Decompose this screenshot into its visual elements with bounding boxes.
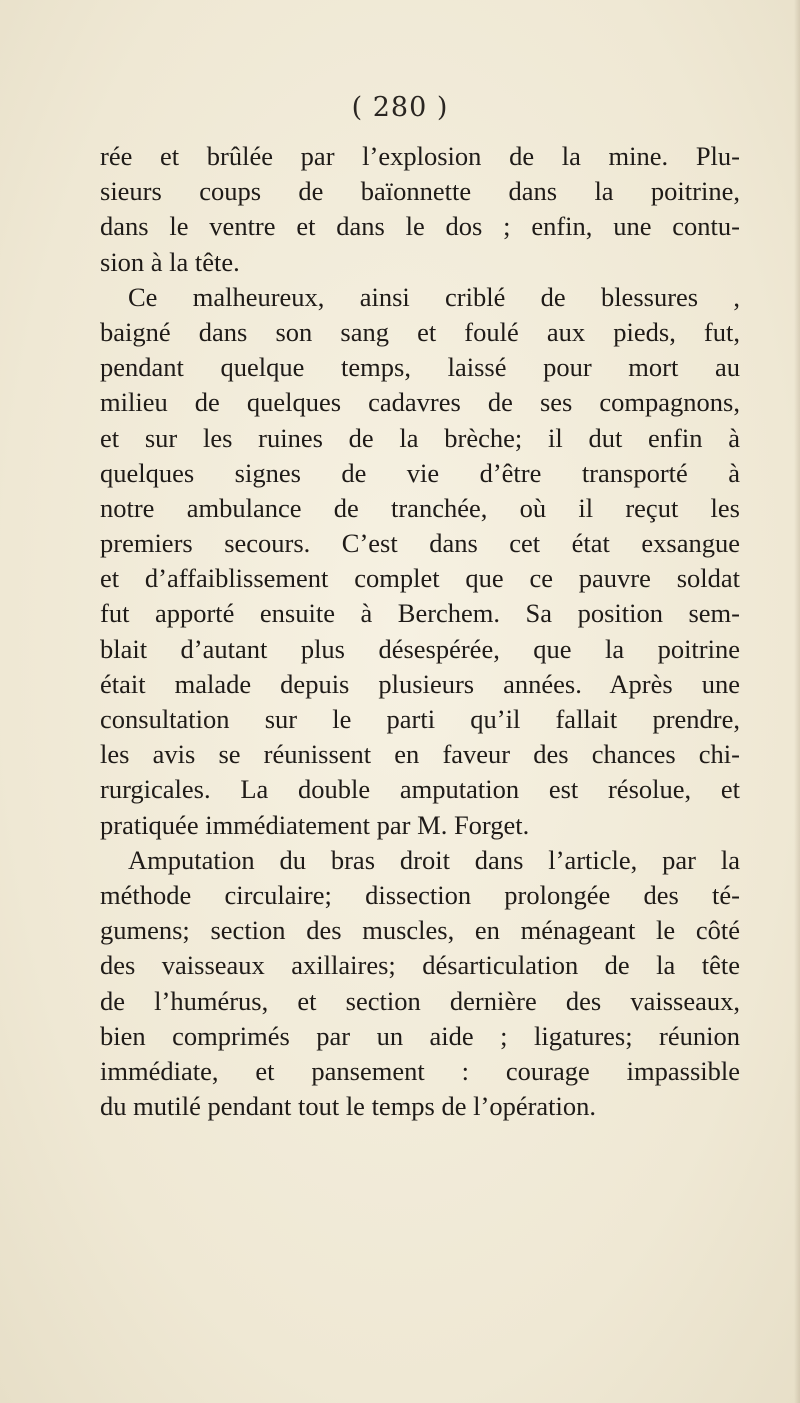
text-line: baigné dans son sang et foulé aux pieds, fut,	[100, 316, 740, 347]
text-line: sieurs coups de baïonnette dans la poitrine,	[100, 176, 740, 207]
page-edge	[794, 0, 800, 1403]
text-line: dans le ventre et dans le dos ; enfin, une contu-	[100, 211, 740, 242]
text-line: sion à la tête.	[100, 246, 240, 277]
text-line: notre ambulance de tranchée, où il reçut les	[100, 492, 740, 523]
text-line: quelques signes de vie d’être transporté à	[100, 457, 740, 488]
text-line: consultation sur le parti qu’il fallait prendre,	[100, 704, 740, 734]
text-line: était malade depuis plusieurs années. Après une	[100, 668, 740, 699]
text-line: des vaisseaux axillaires; désarticulation de la tête	[100, 950, 740, 981]
text-line: Ce malheureux, ainsi criblé de blessures ,	[128, 281, 740, 312]
text-line: et d’affaiblissement complet que ce pauvre soldat	[100, 563, 740, 594]
text-line: fut apporté ensuite à Berchem. Sa position sem-	[100, 598, 740, 629]
text-line: premiers secours. C’est dans cet état exsangue	[100, 528, 740, 559]
text-line: et sur les ruines de la brèche; il dut enfin à	[100, 422, 740, 453]
text-line: rurgicales. La double amputation est résolue, et	[100, 774, 740, 805]
text-line: pendant quelque temps, laissé pour mort au	[100, 352, 740, 383]
text-line: du mutilé pendant tout le temps de l’opération.	[100, 1091, 597, 1122]
text-line: méthode circulaire; dissection prolongée des té-	[100, 879, 740, 910]
body-text	[100, 139, 740, 1124]
text-line: gumens; section des muscles, en ménageant le côté	[100, 915, 740, 946]
text-line: bien comprimés par un aide ; ligatures; réunion	[100, 1020, 740, 1051]
text-line: blait d’autant plus désespérée, que la poitrine	[100, 633, 740, 664]
page-number: ( 280 )	[351, 92, 449, 123]
text-line: Amputation du bras droit dans l’article, par la	[128, 844, 740, 875]
text-line: immédiate, et pansement : courage impassible	[100, 1055, 740, 1086]
text-line: pratiquée immédiatement par M. Forget.	[100, 809, 530, 840]
text-line: rée et brûlée par l’explosion de la mine. Plu-	[100, 141, 740, 171]
text-line: de l’humérus, et section dernière des vaisseaux,	[100, 985, 740, 1016]
text-line: milieu de quelques cadavres de ses compagnons,	[100, 387, 740, 418]
text-line: les avis se réunissent en faveur des chances chi-	[100, 739, 740, 770]
